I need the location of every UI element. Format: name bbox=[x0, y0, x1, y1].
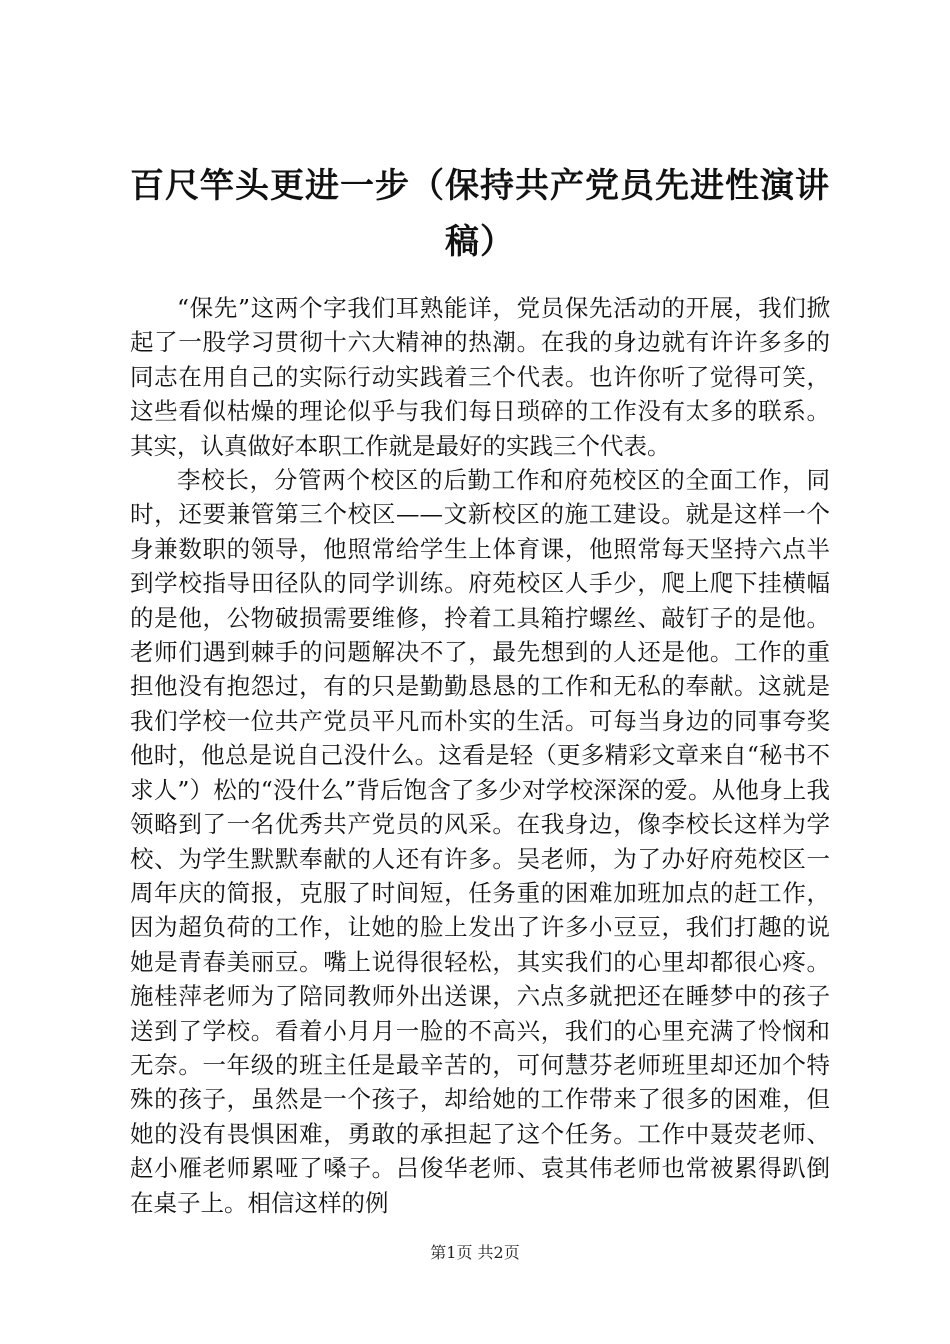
paragraph-1: “保先”这两个字我们耳熟能详，党员保先活动的开展，我们掀起了一股学习贯彻十六大精神的热潮。在我的身边就有许许多多的同志在用自己的实际行动实践着三个代表。也许你听了觉得可笑，这些看似枯燥的理论似乎与我们每日琐碎的工作没有太多的联系。其实，认真做好本职工作就是最好的实践三个代表。 bbox=[130, 294, 830, 460]
document-body bbox=[130, 291, 830, 1220]
page-footer-indicator: 第1页 共2页 bbox=[430, 1243, 520, 1262]
paragraph-2: 李校长，分管两个校区的后勤工作和府苑校区的全面工作，同时，还要兼管第三个校区——文新校区的施工建设。就是这样一个身兼数职的领导，他照常给学生上体育课，他照常每天坚持六点半到学校指导田径队的同学训练。府苑校区人手少，爬上爬下挂横幅的是他，公物破损需要维修，拎着工具箱拧螺丝、敲钉子的是他。老师们遇到棘手的问题解决不了，最先想到的人还是他。工作的重担他没有抱怨过，有的只是勤勤恳恳的工作和无私的奉献。这就是我们学校一位共产党员平凡而朴实的生活。可每当身边的同事夸奖他时，他总是说自己没什么。这看是轻（更多精彩文章来自“秘书不求人”）松的“没什么”背后饱含了多少对学校深深的爱。从他身上我领略到了一名优秀共产党员的风采。在我身边，像李校长这样为学校、为学生默默奉献的人还有许多。吴老师，为了办好府苑校区一周年庆的简报，克服了时间短，任务重的困难加班加点的赶工作，因为超负荷的工作，让她的脸上发出了许多小豆豆，我们打趣的说她是青春美丽豆。嘴上说得很轻松，其实我们的心里却都很心疼。施桂萍老师为了陪同教师外出送课，六点多就把还在睡梦中的孩子送到了学校。看着小月月一脸的不高兴，我们的心里充满了怜悯和无奈。一年级的班主任是最辛苦的，可何慧芬老师班里却还加个特殊的孩子，虽然是一个孩子，却给她的工作带来了很多的困难，但她的没有畏惧困难，勇敢的承担起了这个任务。工作中聂荧老师、赵小雁老师累哑了嗓子。吕俊华老师、袁其伟老师也常被累得趴倒在桌子上。相信这样的例 bbox=[130, 466, 830, 1217]
document-title: 百尺竿头更进一步（保持共产党员先进性演讲稿） bbox=[130, 166, 830, 262]
